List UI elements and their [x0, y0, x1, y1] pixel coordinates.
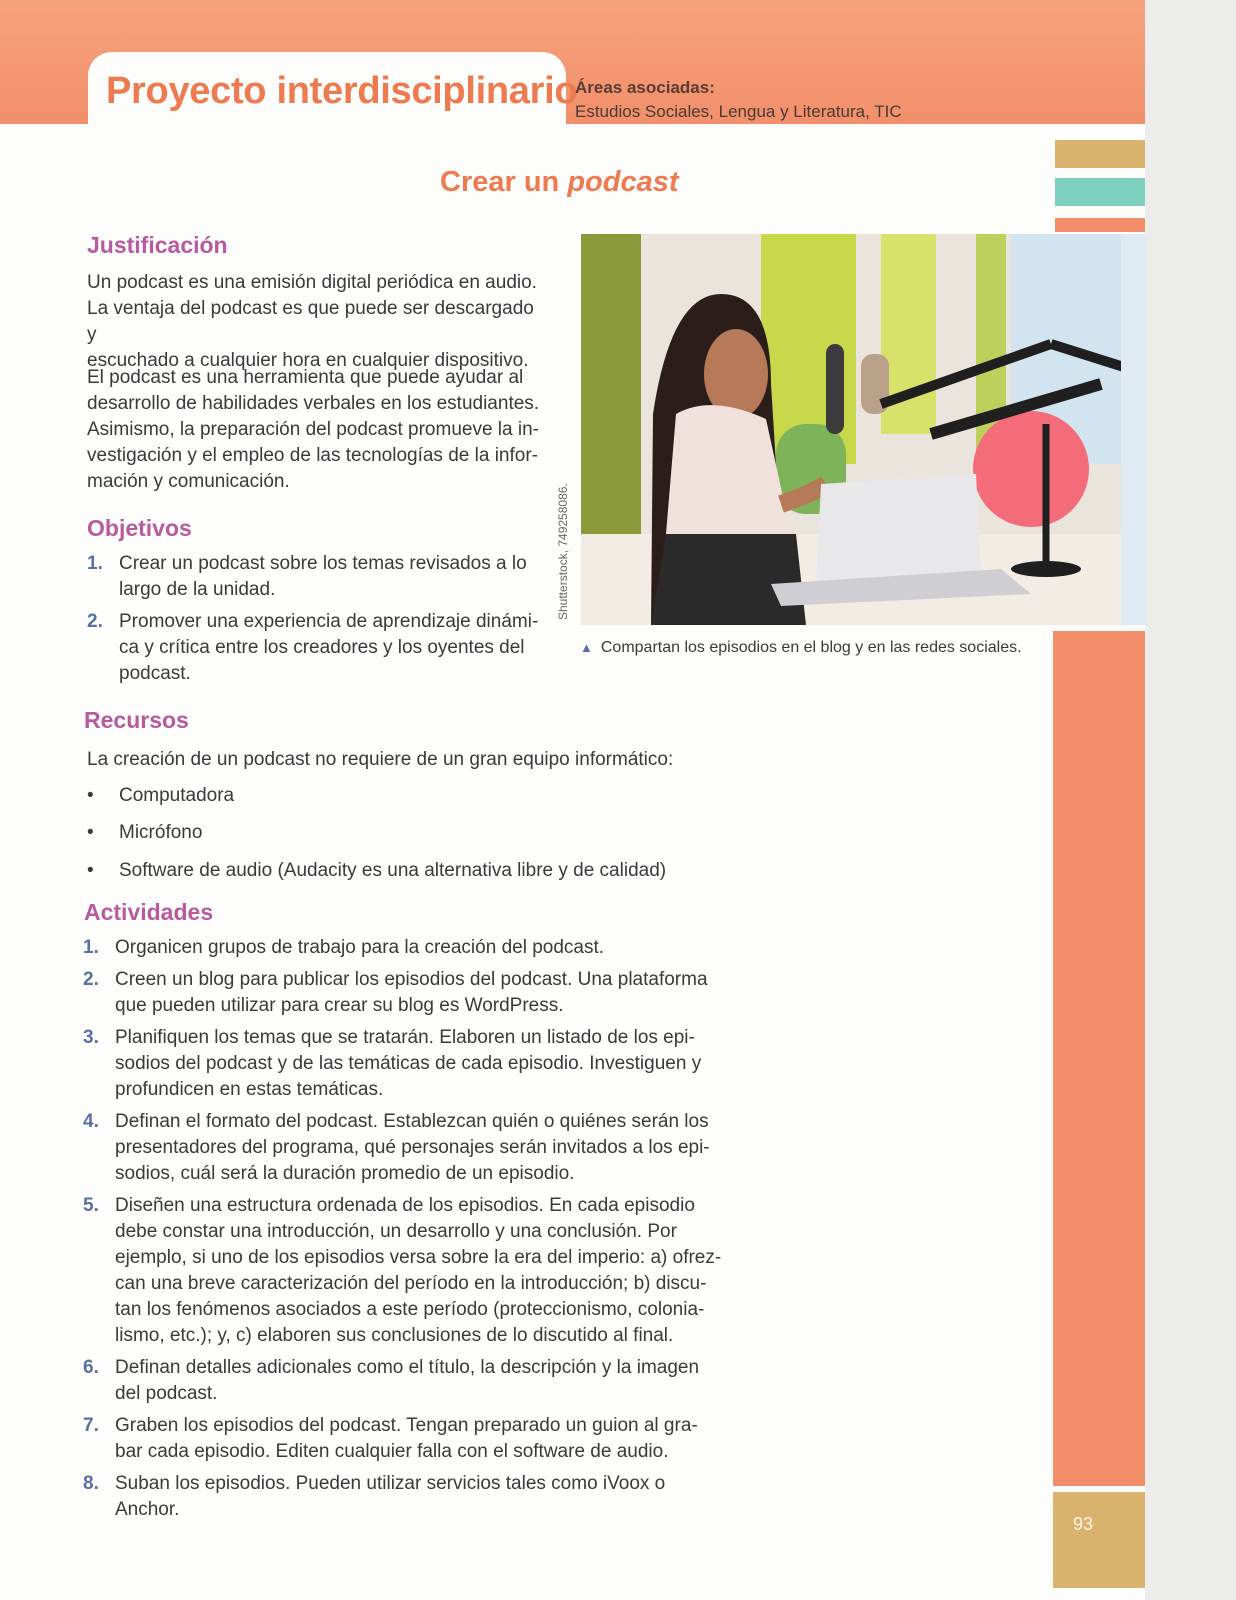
- text-line: tan los fenómenos asociados a este período (proteccionismo, colonia-: [115, 1299, 705, 1320]
- text-line: debe constar una introducción, un desarrollo y una conclusión. Por: [115, 1221, 677, 1242]
- text-line: desarrollo de habilidades verbales en los estudiantes.: [87, 393, 540, 414]
- list-item: [83, 1413, 723, 1465]
- bullet-text: Computadora: [119, 785, 235, 806]
- bullet-item: [87, 822, 202, 844]
- list-item: [83, 1109, 723, 1187]
- list-item: [87, 551, 547, 603]
- text-line: Crear un podcast sobre los temas revisados a lo: [119, 553, 527, 574]
- main-title: Crear un podcast: [440, 166, 679, 198]
- item-number: 1.: [87, 553, 103, 574]
- list-item: [87, 609, 547, 687]
- photo-caption: [580, 639, 1022, 657]
- areas-label: Áreas asociadas:: [575, 78, 715, 97]
- text-line: El podcast es una herramienta que puede ayudar al: [87, 367, 524, 388]
- list-item: [83, 1025, 723, 1103]
- page-title: Proyecto interdisciplinario: [106, 70, 578, 112]
- item-number: 3.: [83, 1027, 99, 1048]
- section-tab-gold: [1055, 140, 1145, 168]
- text-line: Diseñen una estructura ordenada de los episodios. En cada episodio: [115, 1195, 695, 1216]
- bullet-item: [87, 860, 666, 882]
- list-item: [83, 1355, 723, 1407]
- text-line: ejemplo, si uno de los episodios versa sobre la era del imperio: a) ofrez-: [115, 1247, 722, 1268]
- text-line: ca y crítica entre los creadores y los oyentes del: [119, 637, 525, 658]
- text-line: podcast.: [119, 663, 191, 684]
- text-line: presentadores del programa, qué personajes serán invitados a los epi-: [115, 1137, 710, 1158]
- heading-objetivos: Objetivos: [87, 515, 192, 541]
- list-item: [83, 1471, 723, 1523]
- bullet-text: Software de audio (Audacity es una alternativa libre y de calidad): [119, 860, 667, 881]
- item-number: 2.: [87, 611, 103, 632]
- text-line: La ventaja del podcast es que puede ser descargado y: [87, 298, 534, 345]
- text-line: que pueden utilizar para crear su blog es WordPress.: [115, 995, 564, 1016]
- bullet-icon: •: [87, 822, 94, 843]
- text-line: Un podcast es una emisión digital periódica en audio.: [87, 272, 537, 293]
- text-line: Graben los episodios del podcast. Tengan preparado un guion al gra-: [115, 1415, 698, 1436]
- item-number: 2.: [83, 969, 99, 990]
- text-line: Suban los episodios. Pueden utilizar servicios tales como iVoox o Anchor.: [115, 1473, 666, 1520]
- text-line: Creen un blog para publicar los episodios del podcast. Una plataforma: [115, 969, 708, 990]
- justificacion-p2: [87, 365, 547, 495]
- list-item: [83, 1193, 723, 1349]
- objetivos-list: [87, 551, 547, 687]
- text-line: Planifiquen los temas que se tratarán. Elaboren un listado de los epi-: [115, 1027, 695, 1048]
- heading-justificacion: Justificación: [87, 232, 228, 258]
- item-number: 4.: [83, 1111, 99, 1132]
- list-item: [83, 935, 723, 961]
- text-line: escuchado a cualquier hora en cualquier dispositivo.: [87, 350, 529, 371]
- bullet-item: [87, 785, 234, 807]
- text-line: Definan detalles adicionales como el título, la descripción y la imagen: [115, 1357, 700, 1378]
- text-line: sodios, cuál será la duración promedio de un episodio.: [115, 1163, 575, 1184]
- text-line: can una breve caracterización del período en la introducción; b) discu-: [115, 1273, 707, 1294]
- text-line: Asimismo, la preparación del podcast promueve la in-: [87, 419, 539, 440]
- page-number: 93: [1072, 1514, 1094, 1534]
- side-color-bar: [1053, 631, 1145, 1486]
- photo-illustration: [581, 234, 1146, 625]
- text-line: mación y comunicación.: [87, 471, 290, 492]
- section-tab-teal: [1055, 178, 1145, 206]
- text-line: profundicen en estas temáticas.: [115, 1079, 384, 1100]
- text-line: bar cada episodio. Editen cualquier falla con el software de audio.: [115, 1441, 669, 1462]
- item-number: 6.: [83, 1357, 99, 1378]
- item-number: 8.: [83, 1473, 99, 1494]
- list-item: [83, 967, 723, 1019]
- text-line: del podcast.: [115, 1383, 218, 1404]
- actividades-list: [83, 935, 723, 1523]
- heading-recursos: Recursos: [84, 707, 189, 733]
- item-number: 5.: [83, 1195, 99, 1216]
- text-line: Definan el formato del podcast. Establezcan quién o quiénes serán los: [115, 1111, 709, 1132]
- page-edge: [1145, 0, 1236, 1600]
- item-number: 1.: [83, 937, 99, 958]
- bullet-icon: •: [87, 785, 94, 806]
- text-line: largo de la unidad.: [119, 579, 276, 600]
- caption-text: Compartan los episodios en el blog y en las redes sociales.: [600, 639, 1022, 656]
- photo-credit: Shutterstock, 749258086.: [556, 483, 570, 620]
- text-line: lismo, etc.); y, c) elaboren sus conclusiones de lo discutido al final.: [115, 1325, 674, 1346]
- item-number: 7.: [83, 1415, 99, 1436]
- section-tab-orange: [1055, 218, 1145, 232]
- page-number-block: [1053, 1492, 1145, 1588]
- podcast-photo: [581, 234, 1146, 625]
- bullet-text: Micrófono: [119, 822, 203, 843]
- text-line: sodios del podcast y de las temáticas de cada episodio. Investiguen y: [115, 1053, 702, 1074]
- bullet-icon: •: [87, 860, 94, 881]
- text-line: vestigación y el empleo de las tecnologías de la infor-: [87, 445, 538, 466]
- justificacion-p1: [87, 270, 547, 374]
- triangle-icon: ▲: [580, 640, 593, 655]
- recursos-intro: La creación de un podcast no requiere de un gran equipo informático:: [87, 749, 674, 770]
- text-line: Promover una experiencia de aprendizaje dinámi-: [119, 611, 539, 632]
- areas-value: Estudios Sociales, Lengua y Literatura, TIC: [575, 102, 902, 121]
- text-line: Organicen grupos de trabajo para la creación del podcast.: [115, 937, 605, 958]
- heading-actividades: Actividades: [84, 899, 214, 925]
